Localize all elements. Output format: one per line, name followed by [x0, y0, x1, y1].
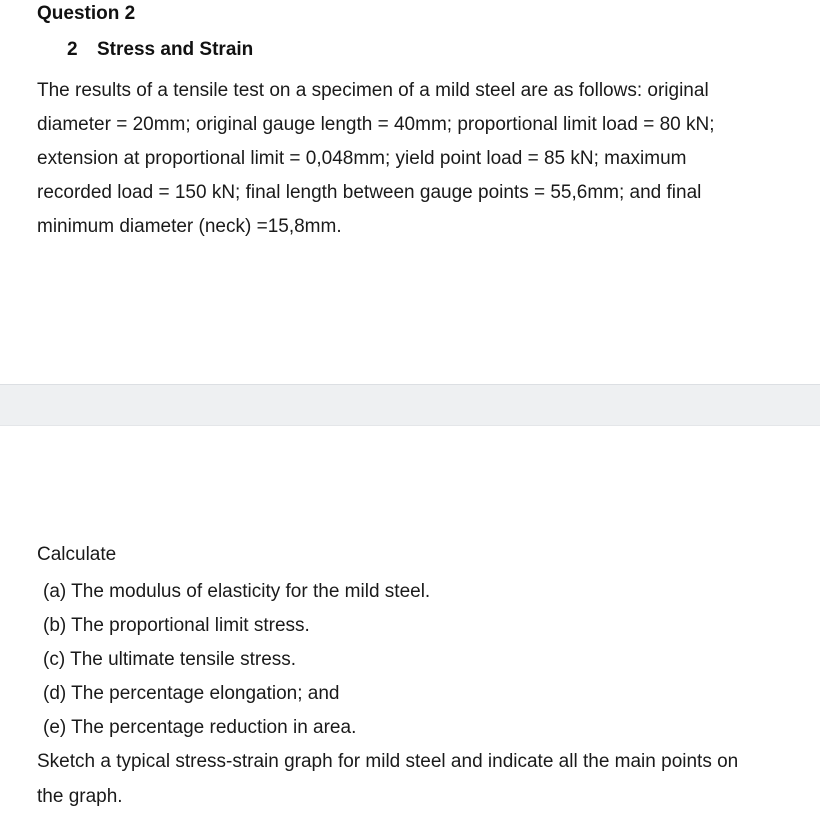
section-number: 2 [67, 39, 78, 60]
sketch-line: Sketch a typical stress-strain graph for mild steel and indicate all the main points on [37, 751, 739, 772]
question-title: Question 2 [37, 3, 136, 24]
task-item-b: (b) The proportional limit stress. [43, 615, 310, 636]
sketch-instruction [37, 744, 807, 814]
problem-line: The results of a tensile test on a specimen of a mild steel are as follows: original [37, 80, 709, 101]
problem-line: extension at proportional limit = 0,048mm; yield point load = 85 kN; maximum [37, 148, 687, 169]
task-item-c: (c) The ultimate tensile stress. [43, 649, 297, 670]
task-list [43, 575, 430, 745]
task-item-d: (d) The percentage elongation; and [43, 683, 340, 704]
sketch-line: the graph. [37, 786, 123, 807]
task-item-a: (a) The modulus of elasticity for the mild steel. [43, 581, 431, 602]
section-heading [67, 39, 253, 61]
calculate-heading: Calculate [37, 544, 117, 565]
problem-statement [37, 74, 797, 244]
tasks-panel [0, 426, 820, 820]
problem-line: recorded load = 150 kN; final length between gauge points = 55,6mm; and final [37, 182, 702, 203]
problem-line: minimum diameter (neck) =15,8mm. [37, 216, 342, 237]
task-item-e: (e) The percentage reduction in area. [43, 717, 357, 738]
page-separator [0, 384, 820, 426]
problem-line: diameter = 20mm; original gauge length = 40mm; proportional limit load = 80 kN; [37, 114, 715, 135]
question-panel [0, 0, 820, 384]
section-title: Stress and Strain [97, 39, 254, 60]
